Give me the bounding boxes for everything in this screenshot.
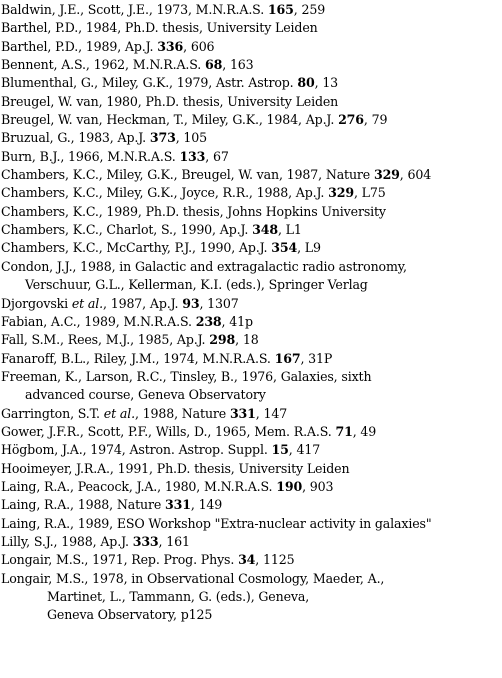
reference-entry [1, 350, 501, 368]
reference-text: , 604 [399, 167, 432, 183]
reference-entry [1, 166, 501, 184]
reference-text: , 161 [158, 533, 190, 549]
reference-text: Garrington, S.T. [1, 405, 104, 421]
reference-text: , 149 [190, 497, 223, 513]
volume-number: 298 [209, 332, 236, 348]
volume-number: 133 [179, 148, 206, 164]
reference-text: Chambers, K.C., Miley, G.K., Breugel, W. van, 1987, Nature [1, 167, 374, 183]
reference-entry [1, 368, 501, 386]
reference-text: , 1987, Ap.J. [103, 295, 183, 311]
volume-number: 336 [157, 38, 184, 54]
reference-text: , 41p [221, 313, 253, 329]
volume-number: 276 [338, 112, 364, 128]
reference-text: , 1125 [255, 552, 295, 568]
reference-entry [1, 239, 501, 257]
reference-entry-continuation [1, 606, 501, 624]
reference-entry [1, 405, 501, 423]
reference-entry [1, 38, 501, 56]
reference-text: , 13 [314, 75, 339, 91]
reference-entry [1, 331, 501, 349]
reference-text: Lilly, S.J., 1988, Ap.J. [1, 533, 133, 549]
volume-number: 71 [335, 423, 353, 439]
volume-number: 348 [252, 222, 278, 238]
volume-number: 331 [229, 405, 256, 421]
reference-text: Verschuur, G.L., Kellerman, K.I. (eds.), Springer Verlag [25, 277, 368, 293]
volume-number: 333 [132, 533, 159, 549]
reference-entry [1, 19, 501, 37]
reference-entry [1, 496, 501, 514]
reference-text: Gower, J.F.R., Scott, P.F., Wills, D., 1965, Mem. R.A.S. [1, 423, 336, 439]
reference-text: Chambers, K.C., 1989, Ph.D. thesis, Johns Hopkins University [1, 203, 386, 219]
reference-text: , 417 [288, 442, 321, 458]
reference-text: Longair, M.S., 1971, Rep. Prog. Phys. [1, 552, 239, 568]
reference-entry [1, 313, 501, 331]
reference-text: Breugel, W. van, Heckman, T., Miley, G.K., 1984, Ap.J. [1, 112, 339, 128]
et-al-italic: et al. [103, 405, 135, 421]
reference-text: Barthel, P.D., 1989, Ap.J. [1, 38, 158, 54]
reference-entry [1, 258, 501, 276]
reference-text: Bennent, A.S., 1962, M.N.R.A.S. [1, 57, 205, 73]
reference-entry [1, 295, 501, 313]
et-al-italic: et al. [71, 295, 104, 311]
reference-text: , 1307 [199, 295, 239, 311]
reference-entry [1, 570, 501, 588]
reference-entry-continuation [1, 588, 501, 606]
reference-entry [1, 56, 501, 74]
reference-text: , L9 [297, 240, 321, 256]
reference-entry [1, 478, 501, 496]
volume-number: 331 [165, 497, 191, 513]
reference-entry-continuation [1, 276, 501, 294]
reference-text: Hooimeyer, J.R.A., 1991, Ph.D. thesis, University Leiden [1, 460, 350, 476]
reference-text: Chambers, K.C., Miley, G.K., Joyce, R.R., 1988, Ap.J. [1, 185, 329, 201]
reference-entry [1, 1, 501, 19]
reference-text: Fanaroff, B.L., Riley, J.M., 1974, M.N.R.A.S. [1, 350, 275, 366]
reference-text: Geneva Observatory, p125 [47, 607, 213, 623]
reference-text: , L75 [353, 185, 386, 201]
reference-text: , 31P [300, 350, 333, 366]
volume-number: 15 [271, 442, 289, 458]
reference-text: Breugel, W. van, 1980, Ph.D. thesis, University Leiden [1, 93, 339, 109]
volume-number: 93 [182, 295, 200, 311]
reference-text: , 67 [205, 148, 229, 164]
reference-text: advanced course, Geneva Observatory [25, 387, 266, 403]
volume-number: 165 [267, 2, 294, 17]
reference-entry [1, 148, 501, 166]
reference-text: , 259 [293, 2, 326, 17]
reference-text: , 606 [183, 38, 215, 54]
reference-text: Freeman, K., Larson, R.C., Tinsley, B., 1976, Galaxies, sixth [1, 368, 372, 384]
reference-entry [1, 460, 501, 478]
reference-list [1, 1, 501, 625]
reference-text: Fall, S.M., Rees, M.J., 1985, Ap.J. [1, 332, 210, 348]
reference-text: , 1988, Nature [134, 405, 230, 421]
reference-entry [1, 129, 501, 147]
reference-text: , 903 [302, 478, 334, 494]
reference-text: , L1 [277, 222, 302, 238]
reference-text: Högbom, J.A., 1974, Astron. Astrop. Suppl. [1, 442, 272, 458]
volume-number: 34 [238, 552, 256, 568]
reference-entry [1, 74, 501, 92]
reference-text: Condon, J.J., 1988, in Galactic and extragalactic radio astronomy, [1, 258, 407, 274]
reference-entry [1, 423, 501, 441]
reference-entry [1, 111, 501, 129]
reference-text: Barthel, P.D., 1984, Ph.D. thesis, University Leiden [1, 20, 318, 36]
reference-entry [1, 515, 501, 533]
volume-number: 190 [276, 478, 303, 494]
reference-entry [1, 533, 501, 551]
volume-number: 329 [328, 185, 354, 201]
volume-number: 80 [297, 75, 315, 91]
reference-text: , 105 [175, 130, 207, 146]
reference-text: Laing, R.A., 1989, ESO Workshop "Extra-nuclear activity in galaxies" [1, 515, 432, 531]
reference-entry [1, 221, 501, 239]
reference-text: Burn, B.J., 1966, M.N.R.A.S. [1, 148, 180, 164]
reference-entry [1, 93, 501, 111]
reference-entry [1, 441, 501, 459]
reference-text: Fabian, A.C., 1989, M.N.R.A.S. [1, 313, 196, 329]
reference-text: , 163 [222, 57, 254, 73]
reference-text: , 49 [352, 423, 377, 439]
volume-number: 354 [271, 240, 298, 256]
reference-text: Martinet, L., Tammann, G. (eds.), Geneva, [47, 589, 310, 604]
reference-text: Laing, R.A., Peacock, J.A., 1980, M.N.R.A.S. [1, 478, 277, 494]
volume-number: 238 [195, 313, 222, 329]
reference-entry [1, 184, 501, 202]
reference-text: , 18 [235, 332, 259, 348]
reference-text: , 79 [363, 112, 388, 128]
reference-entry [1, 203, 501, 221]
reference-text: Laing, R.A., 1988, Nature [1, 497, 166, 513]
reference-entry [1, 551, 501, 569]
volume-number: 373 [149, 130, 176, 146]
reference-text: Longair, M.S., 1978, in Observational Cosmology, Maeder, A., [1, 570, 385, 586]
reference-text: Bruzual, G., 1983, Ap.J. [1, 130, 150, 146]
volume-number: 68 [205, 57, 223, 73]
reference-text: Blumenthal, G., Miley, G.K., 1979, Astr. Astrop. [1, 75, 298, 91]
reference-entry-continuation [1, 386, 501, 404]
volume-number: 329 [373, 167, 400, 183]
reference-text: , 147 [255, 405, 288, 421]
reference-text: Djorgovski [1, 295, 72, 311]
reference-text: Baldwin, J.E., Scott, J.E., 1973, M.N.R.A.S. [1, 2, 268, 17]
reference-text: Chambers, K.C., Charlot, S., 1990, Ap.J. [1, 222, 253, 238]
reference-text: Chambers, K.C., McCarthy, P.J., 1990, Ap.J. [1, 240, 272, 256]
volume-number: 167 [274, 350, 301, 366]
